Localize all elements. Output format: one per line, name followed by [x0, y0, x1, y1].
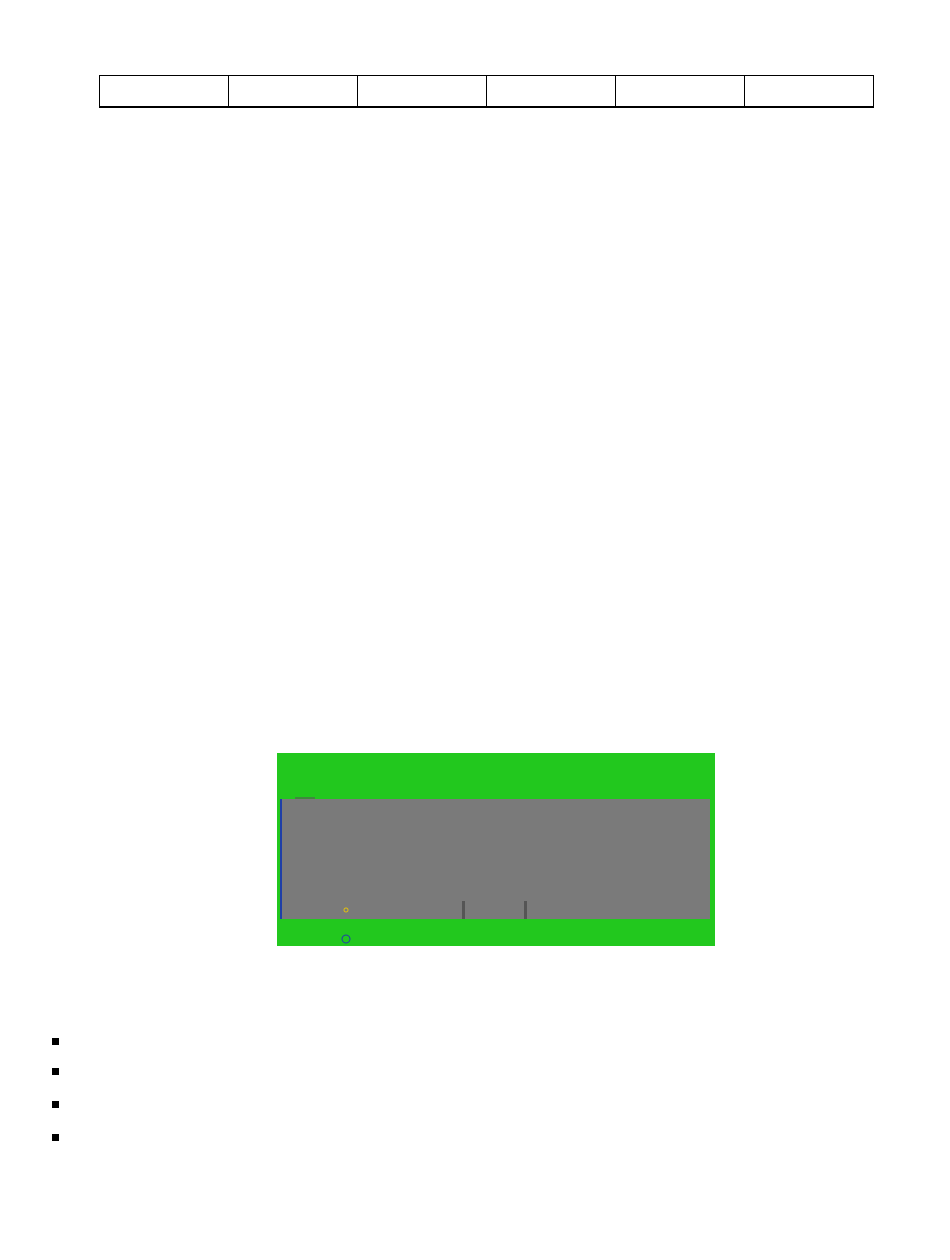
list-item	[44, 1056, 74, 1086]
table-header-row	[100, 76, 874, 108]
running-header	[70, 9, 84, 25]
pinout-table	[99, 75, 874, 108]
bullet-icon	[52, 1134, 59, 1141]
list-item	[44, 1122, 74, 1152]
housing-key-right	[524, 901, 527, 919]
column-header	[100, 76, 229, 108]
housing-key-left	[462, 901, 465, 919]
housing-left-edge	[280, 799, 282, 919]
j1602-header-figure	[277, 753, 715, 946]
column-header	[487, 76, 616, 108]
audio-outputs-list	[44, 1026, 74, 1152]
list-item	[44, 1026, 74, 1056]
column-header	[358, 76, 487, 108]
column-header	[616, 76, 745, 108]
connector-housing	[280, 799, 710, 919]
section-heading	[44, 711, 54, 733]
bullet-icon	[52, 1068, 59, 1075]
bullet-icon	[52, 1038, 59, 1045]
column-header	[745, 76, 874, 108]
bullet-icon	[52, 1101, 59, 1108]
column-header	[229, 76, 358, 108]
list-item	[44, 1089, 74, 1119]
